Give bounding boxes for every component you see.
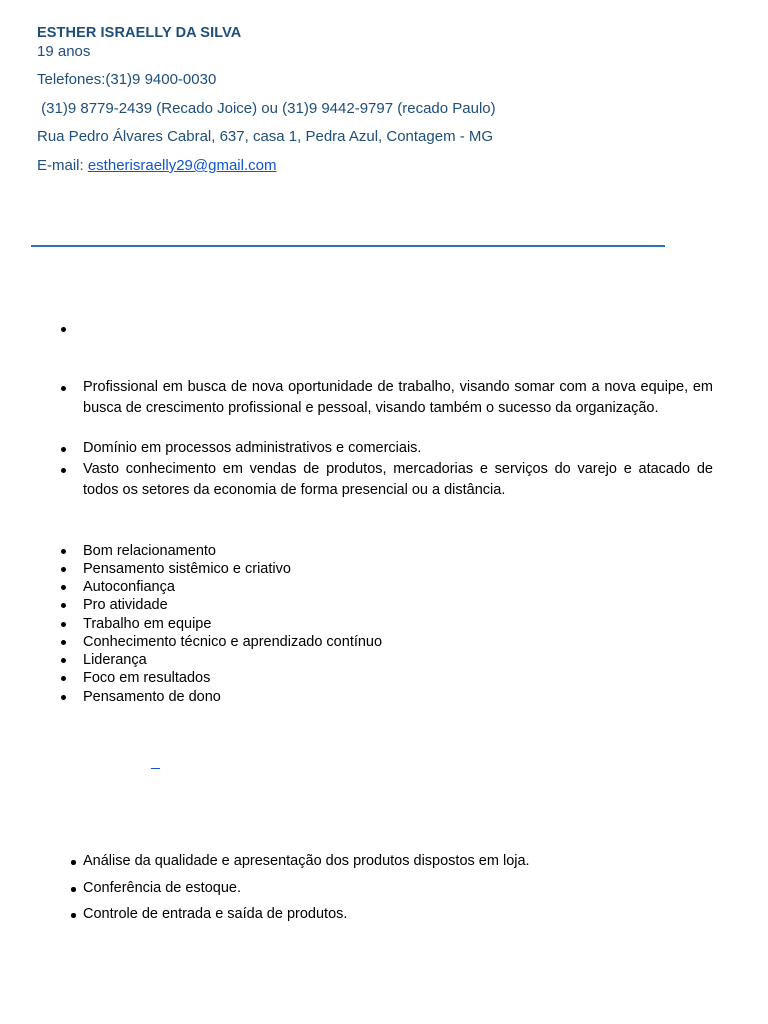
bullet-icon <box>61 640 66 645</box>
empty-bullet <box>61 327 66 332</box>
email-link[interactable]: estherisraelly29@gmail.com <box>87 157 277 174</box>
skill-item: Foco em resultados <box>83 670 211 686</box>
bullet-icon <box>61 585 66 590</box>
bullet-icon <box>61 622 66 627</box>
objective-item: Domínio em processos administrativos e comerciais. <box>83 440 422 456</box>
experience-item: Conferência de estoque. <box>83 880 241 896</box>
bullet-icon <box>61 658 66 663</box>
skill-item: Bom relacionamento <box>83 543 216 559</box>
experience-item: Análise da qualidade e apresentação dos produtos dispostos em loja. <box>83 853 530 869</box>
bullet-icon <box>61 447 66 452</box>
bullet-icon <box>71 913 76 918</box>
section-divider <box>31 245 665 247</box>
bullet-icon <box>61 676 66 681</box>
experience-item: Controle de entrada e saída de produtos. <box>83 906 348 922</box>
candidate-name: ESTHER ISRAELLY DA SILVA <box>37 25 242 41</box>
skill-item: Trabalho em equipe <box>83 616 212 632</box>
objective-item: Vasto conhecimento em vendas de produtos, mercadorias e serviços do varejo e atacado de todos os setores da economia de forma presencial ou a distância. <box>83 461 713 498</box>
candidate-age: 19 anos <box>37 43 91 60</box>
skill-item: Conhecimento técnico e aprendizado contínuo <box>83 634 383 650</box>
email-label: E-mail: <box>37 157 88 174</box>
bullet-icon <box>61 695 66 700</box>
bullet-icon <box>61 603 66 608</box>
email-line <box>37 157 276 175</box>
bullet-icon <box>61 567 66 572</box>
phones-line-2: (31)9 8779-2439 (Recado Joice) ou (31)9 9442-9797 (recado Paulo) <box>37 100 496 117</box>
skill-item: Pensamento sistêmico e criativo <box>83 561 291 577</box>
objective-item: Profissional em busca de nova oportunidade de trabalho, visando somar com a nova equipe, em busca de crescimento profissional e pessoal, visando também o sucesso da organização. <box>83 379 713 416</box>
link-underline-fragment <box>151 768 160 769</box>
skill-item: Pro atividade <box>83 597 168 613</box>
skill-item: Autoconfiança <box>83 579 175 595</box>
address: Rua Pedro Álvares Cabral, 637, casa 1, Pedra Azul, Contagem - MG <box>37 128 494 145</box>
skill-item: Pensamento de dono <box>83 689 221 705</box>
bullet-icon <box>71 860 76 865</box>
skill-item: Liderança <box>83 652 147 668</box>
bullet-icon <box>71 887 76 892</box>
bullet-icon <box>61 468 66 473</box>
bullet-icon <box>61 386 66 391</box>
bullet-icon <box>61 549 66 554</box>
phones-line-1: Telefones:(31)9 9400-0030 <box>37 71 217 88</box>
